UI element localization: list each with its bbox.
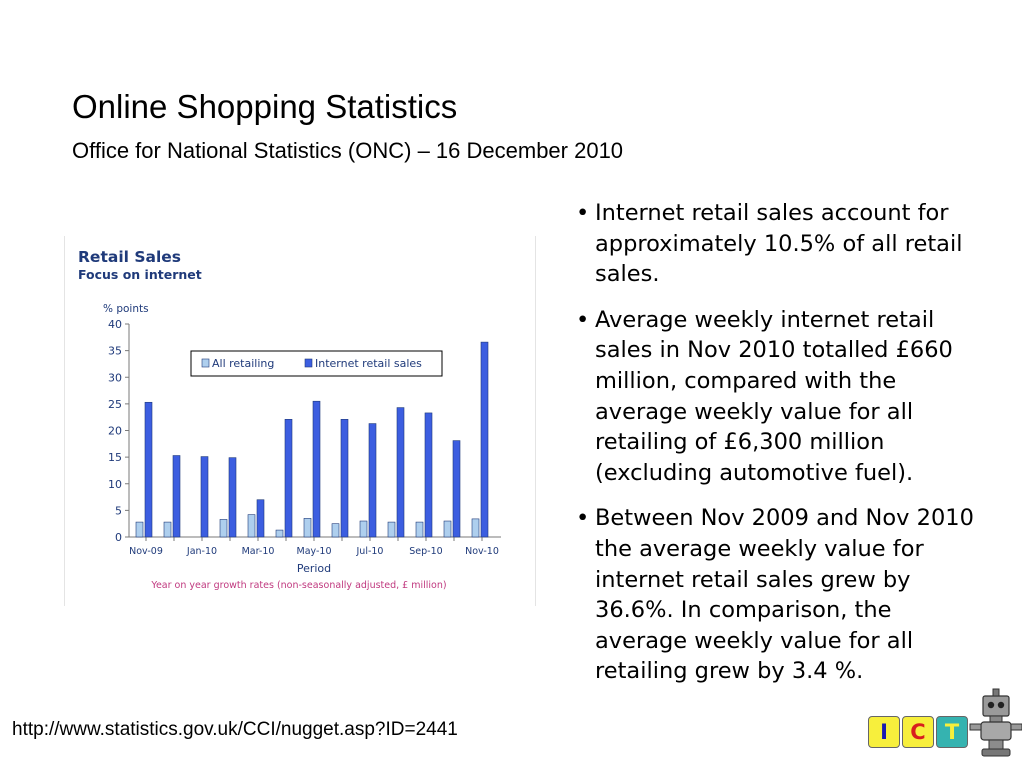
bar-all-retailing	[416, 522, 423, 537]
bar-internet-retail-sales	[257, 500, 264, 537]
x-axis	[129, 537, 501, 557]
ict-robot-logo	[864, 686, 1024, 768]
legend-swatch-all-retailing	[202, 359, 209, 367]
bullet-item	[576, 503, 976, 687]
y-tick-label: 30	[108, 371, 122, 385]
x-tick-label: Sep-10	[409, 546, 443, 557]
logo-tile-i: I	[868, 716, 900, 748]
bar-all-retailing	[388, 522, 395, 537]
bar-all-retailing	[164, 522, 171, 537]
bar-internet-retail-sales	[145, 402, 152, 537]
chart-title: Retail Sales	[78, 248, 182, 266]
bar-all-retailing	[472, 519, 479, 537]
bar-all-retailing	[276, 530, 283, 537]
logo-tile-t: T	[936, 716, 968, 748]
bullet-dot: •	[576, 200, 590, 226]
y-axis-label: % points	[103, 303, 149, 315]
x-tick-label: Nov-09	[129, 546, 163, 557]
bar-internet-retail-sales	[341, 419, 348, 537]
bar-all-retailing	[304, 518, 311, 537]
bar-all-retailing	[444, 521, 451, 537]
x-tick-label: Nov-10	[465, 546, 499, 557]
bar-internet-retail-sales	[201, 457, 208, 537]
y-tick-label: 15	[108, 451, 122, 465]
bullet-text: Between Nov 2009 and Nov 2010 the average weekly value for internet retail sales grew by 36.6%. In comparison, the average weekly value for all retailing grew by 3.4 %.	[595, 505, 974, 685]
x-tick-label: May-10	[296, 546, 332, 557]
chart-subtitle: Focus on internet	[78, 267, 202, 282]
legend-label-all-retailing: All retailing	[212, 357, 275, 370]
bar-internet-retail-sales	[313, 401, 320, 537]
y-tick-label: 35	[108, 344, 122, 358]
legend	[191, 351, 442, 376]
slide-title: Online Shopping Statistics	[72, 88, 458, 125]
logo-tile-c: C	[902, 716, 934, 748]
bar-all-retailing	[136, 522, 143, 537]
bullet-item	[576, 198, 976, 290]
bar-internet-retail-sales	[369, 424, 376, 537]
bullet-item	[576, 305, 976, 489]
bar-all-retailing	[248, 515, 255, 537]
y-tick-label: 10	[108, 477, 122, 491]
bar-internet-retail-sales	[481, 342, 488, 537]
robot-icon	[968, 686, 1022, 768]
bullet-text: Average weekly internet retail sales in Nov 2010 totalled £660 million, compared with the average weekly value for all retailing of £6,300 million (excluding automotive fuel).	[595, 306, 953, 486]
bullet-text: Internet retail sales account for approximately 10.5% of all retail sales.	[595, 200, 963, 288]
y-tick-label: 0	[115, 531, 122, 544]
slide-subtitle: Office for National Statistics (ONC) – 16 December 2010	[72, 138, 624, 163]
bar-internet-retail-sales	[453, 441, 460, 537]
bar-all-retailing	[332, 524, 339, 537]
source-url[interactable]: http://www.statistics.gov.uk/CCI/nugget.asp?ID=2441	[12, 719, 458, 740]
bar-internet-retail-sales	[173, 456, 180, 537]
chart-canvas	[65, 236, 535, 606]
bullet-dot: •	[576, 505, 590, 532]
y-tick-label: 40	[108, 318, 122, 331]
retail-sales-chart	[64, 236, 536, 606]
bar-internet-retail-sales	[425, 413, 432, 537]
legend-label-internet-retail-sales: Internet retail sales	[315, 357, 422, 370]
bar-internet-retail-sales	[397, 408, 404, 537]
bar-internet-retail-sales	[229, 458, 236, 537]
bar-all-retailing	[220, 519, 227, 537]
x-tick-label: Jul-10	[356, 546, 384, 557]
y-tick-label: 5	[115, 504, 122, 518]
x-tick-label: Jan-10	[186, 546, 218, 557]
bar-internet-retail-sales	[285, 419, 292, 537]
y-tick-label: 25	[108, 397, 122, 411]
y-axis	[108, 318, 129, 544]
y-tick-label: 20	[108, 424, 122, 438]
x-axis-label: Period	[296, 562, 332, 575]
chart-footnote: Year on year growth rates (non-seasonally adjusted, £ million)	[151, 580, 447, 591]
legend-swatch-internet-retail-sales	[305, 359, 312, 367]
bar-all-retailing	[360, 521, 367, 537]
bullet-list	[576, 198, 976, 702]
bullet-dot: •	[576, 306, 590, 333]
x-tick-label: Mar-10	[241, 546, 275, 557]
